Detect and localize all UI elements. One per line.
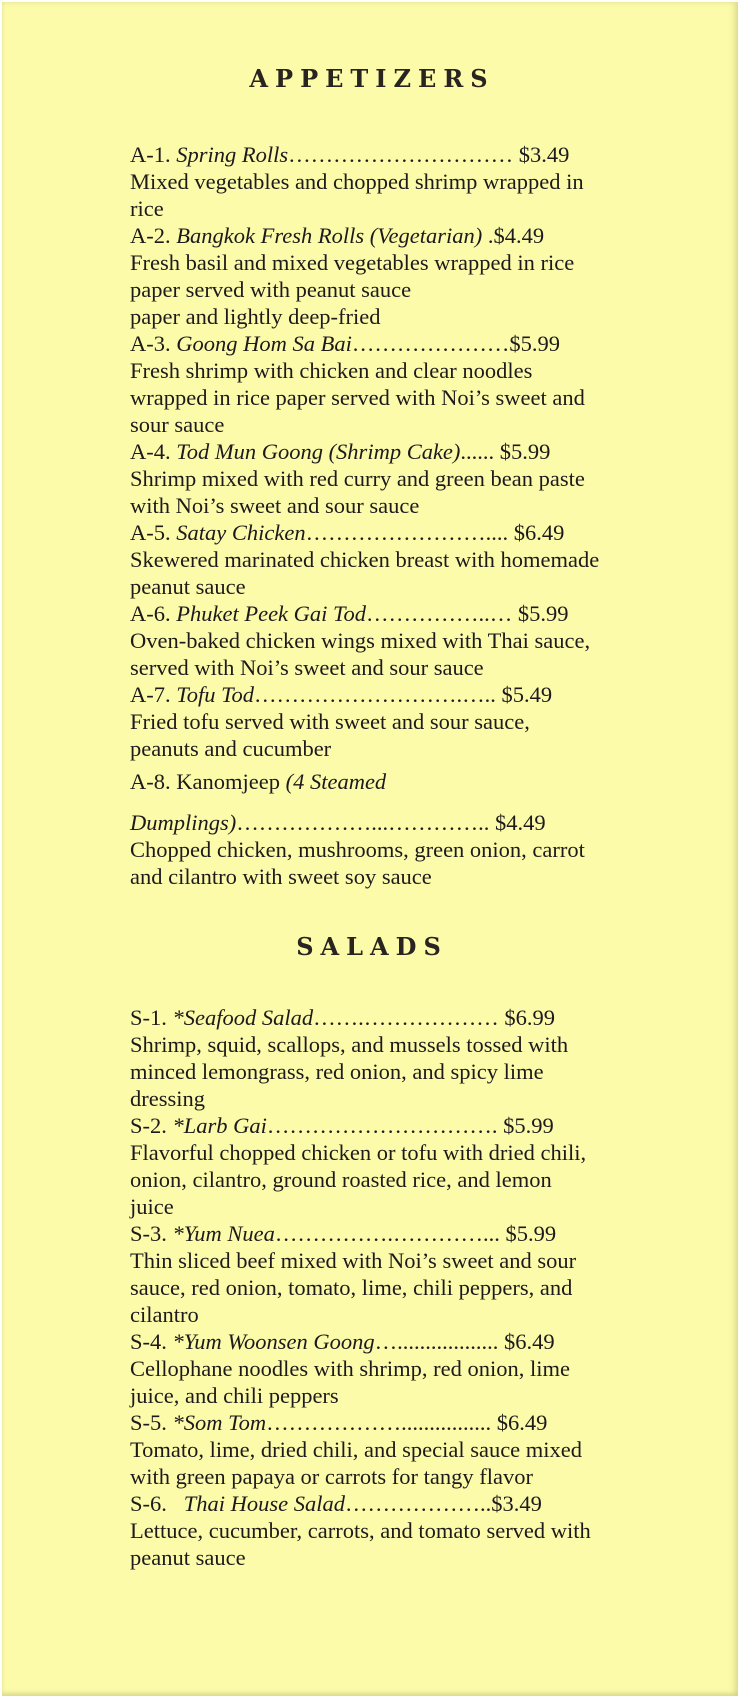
item-name: *Yum Woonsen Goong [172, 1329, 375, 1354]
item-name: *Larb Gai [172, 1113, 267, 1138]
item-leader-dots: …….……………… [313, 1005, 505, 1030]
item-name: *Seafood Salad [172, 1005, 314, 1030]
item-name: *Som Tom [172, 1410, 267, 1435]
item-name: Phuket Peek Gai Tod [176, 601, 366, 626]
item-code: A-2. [130, 223, 171, 248]
item-price: $5.99 [503, 1113, 554, 1138]
item-leader-dots: ……………….. [345, 1491, 492, 1516]
item-leader-dots: ………………………… [288, 142, 514, 167]
item-code: S-1. [130, 1005, 167, 1030]
menu-item [130, 600, 720, 681]
item-name-detail: Dumplings) [130, 810, 237, 835]
item-name: *Yum Nuea [172, 1221, 275, 1246]
item-code: S-4. [130, 1329, 167, 1354]
item-price: $6.99 [504, 1005, 556, 1030]
item-header [130, 141, 720, 168]
item-price: $6.49 [504, 1329, 555, 1354]
item-header [130, 438, 720, 465]
item-description-line: Tomato, lime, dried chili, and special sauce mixed [130, 1437, 583, 1462]
item-price: $4.49 [493, 223, 545, 248]
item-header-continued [130, 809, 720, 836]
item-code: A-5. [130, 520, 171, 545]
item-leader-dots: . [482, 223, 494, 248]
item-description-line: paper and lightly deep-fried [130, 304, 381, 329]
menu-item [130, 330, 720, 438]
item-description-line: with Noi’s sweet and sour sauce [130, 493, 420, 518]
item-leader-dots: ……………………….….. [254, 682, 502, 707]
item-header [130, 1490, 720, 1517]
item-description-line: peanut sauce [130, 1545, 246, 1570]
item-code: A-1. [130, 142, 171, 167]
item-description-line: Oven-baked chicken wings mixed with Thai sauce, [130, 628, 591, 653]
item-leader-dots: …………………….... [305, 520, 514, 545]
item-description-line: paper served with peanut sauce [130, 277, 412, 302]
item-header [130, 681, 720, 708]
item-price: $5.49 [501, 682, 553, 707]
item-code: S-2. [130, 1113, 167, 1138]
item-price: $5.99 [505, 1221, 557, 1246]
menu-item [130, 1490, 720, 1571]
item-description-line: Cellophane noodles with shrimp, red onion, lime [130, 1356, 570, 1381]
item-price: $6.49 [513, 520, 565, 545]
item-header [130, 222, 720, 249]
item-name: Satay Chicken [176, 520, 306, 545]
item-description-line: Skewered marinated chicken breast with homemade [130, 547, 600, 572]
item-description-line: onion, cilantro, ground roasted rice, and lemon [130, 1167, 552, 1192]
menu-item [130, 681, 720, 762]
item-header [130, 1220, 720, 1247]
item-price: $5.99 [499, 439, 551, 464]
item-header [130, 519, 720, 546]
item-description-line: Fresh shrimp with chicken and clear noodles [130, 358, 533, 383]
item-code: S-5. [130, 1410, 167, 1435]
menu-item [130, 222, 720, 330]
item-header [130, 1004, 720, 1031]
item-name: Kanomjeep [176, 769, 280, 794]
item-header [130, 768, 720, 795]
salads-heading: SALADS [296, 932, 448, 961]
item-description-line: dressing [130, 1086, 205, 1111]
item-name: Tod Mun Goong (Shrimp Cake) [176, 439, 461, 464]
item-leader-dots: …………………………. [266, 1113, 504, 1138]
item-name: Tofu Tod [176, 682, 255, 707]
item-code: A-8. [130, 769, 171, 794]
item-description-line: sauce, red onion, tomato, lime, chili peppers, and [130, 1275, 573, 1300]
item-code: A-3. [130, 331, 171, 356]
item-price: $4.49 [495, 810, 546, 835]
item-description-line: peanuts and cucumber [130, 736, 332, 761]
menu-item [130, 1220, 720, 1328]
item-name: Goong Hom Sa Bai [176, 331, 352, 356]
item-code: S-3. [130, 1221, 167, 1246]
item-description-line: Lettuce, cucumber, carrots, and tomato served with [130, 1518, 591, 1543]
menu-item [130, 141, 720, 222]
item-header [130, 1112, 720, 1139]
item-description-line: Chopped chicken, mushrooms, green onion, carrot [130, 837, 585, 862]
menu-item [130, 1112, 720, 1220]
item-description-line: Thin sliced beef mixed with Noi’s sweet and sour [130, 1248, 577, 1273]
menu-item [130, 1328, 720, 1409]
item-description-line: peanut sauce [130, 574, 246, 599]
item-description-line: and cilantro with sweet soy sauce [130, 864, 432, 889]
menu-item [130, 1004, 720, 1112]
item-name-detail: (4 Steamed [285, 769, 387, 794]
item-name: Bangkok Fresh Rolls (Vegetarian) [176, 223, 483, 248]
appetizers-list [130, 141, 720, 890]
item-description-line: with green papaya or carrots for tangy flavor [130, 1464, 533, 1489]
item-name: Thai House Salad [172, 1491, 346, 1516]
item-leader-dots: ...... [460, 439, 500, 464]
item-description-line: Mixed vegetables and chopped shrimp wrapped in [130, 169, 584, 194]
menu-item [130, 1409, 720, 1490]
item-description-line: Flavorful chopped chicken or tofu with dried chili, [130, 1140, 587, 1165]
item-description-line: Fresh basil and mixed vegetables wrapped in rice [130, 250, 575, 275]
item-leader-dots: ………………...………….. [236, 810, 495, 835]
item-header [130, 1409, 720, 1436]
menu-item [130, 768, 720, 890]
item-code: A-6. [130, 601, 171, 626]
item-price: $3.49 [518, 142, 570, 167]
item-name: Spring Rolls [176, 142, 289, 167]
item-description-line: juice [130, 1194, 174, 1219]
item-description-line: Shrimp, squid, scallops, and mussels tossed with [130, 1032, 569, 1057]
item-description-line: sour sauce [130, 412, 225, 437]
item-code: A-4. [130, 439, 171, 464]
item-description-line: Fried tofu served with sweet and sour sauce, [130, 709, 530, 734]
item-description-line: juice, and chili peppers [130, 1383, 339, 1408]
item-leader-dots: ….................. [374, 1329, 505, 1354]
item-header [130, 330, 720, 357]
menu-item [130, 438, 720, 519]
item-leader-dots: ………………................ [266, 1410, 497, 1435]
item-price: $5.99 [517, 601, 569, 626]
item-price: $6.49 [496, 1410, 548, 1435]
item-price: $5.99 [509, 331, 560, 356]
item-description-line: wrapped in rice paper served with Noi’s sweet and [130, 385, 585, 410]
salads-list [130, 1004, 720, 1571]
item-description-line: served with Noi’s sweet and sour sauce [130, 655, 484, 680]
item-leader-dots: ………………… [351, 331, 510, 356]
menu-item [130, 519, 720, 600]
item-leader-dots: ……………..… [366, 601, 518, 626]
item-description-line: Shrimp mixed with red curry and green bean paste [130, 466, 585, 491]
item-price: $3.49 [491, 1491, 542, 1516]
item-description-line: cilantro [130, 1302, 199, 1327]
item-header [130, 1328, 720, 1355]
item-description-line: minced lemongrass, red onion, and spicy lime [130, 1059, 544, 1084]
appetizers-heading: APPETIZERS [249, 64, 495, 93]
item-header [130, 600, 720, 627]
item-leader-dots: …………….…………... [274, 1221, 506, 1246]
item-code: S-6. [130, 1491, 167, 1516]
item-description-line: rice [130, 196, 164, 221]
item-code: A-7. [130, 682, 171, 707]
